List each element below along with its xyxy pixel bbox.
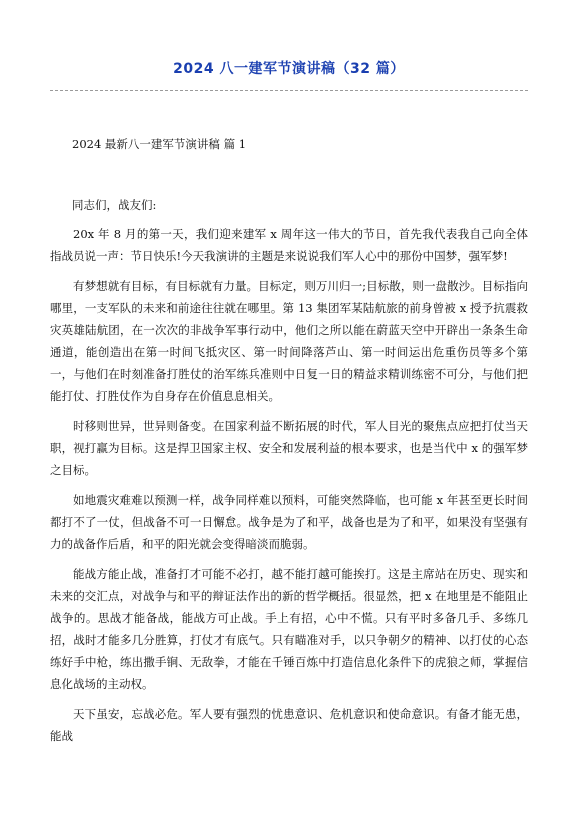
paragraph-5: 能战方能止战，准备打才可能不必打，越不能打越可能挨打。这是主席站在历史、现实和未来的交汇点，对战争与和平的辩证法作出的新的哲学概括。很显然，把 x 在地里是不能阻止战争的。思战才能备战，能战方可止战。手上有招，心中不慌。只有平时多备几手、多练几招，战时才能多几分胜算，打仗才有底气。只有瞄准对手，以只争朝夕的精神、以打仗的心态练好手中枪，练出撒手锏、无敌拳，才能在千锤百炼中打造信息化条件下的虎狼之师，掌握信息化战场的主动权。 [50, 567, 528, 691]
section-heading: 2024 最新八一建军节演讲稿 篇 1 [72, 137, 247, 151]
paragraph-6: 天下虽安，忘战必危。军人要有强烈的忧患意识、危机意识和使命意识。有备才能无患，能战 [50, 707, 528, 743]
paragraph-3: 时移则世异，世异则备变。在国家利益不断拓展的时代，军人目光的聚焦点应把打仗当天职，视打赢为目标。这是捍卫国家主权、安全和发展利益的根本要求，也是当代中 x 的强军梦之目标。 [50, 419, 528, 477]
paragraph-1: 20x 年 8 月的第一天，我们迎来建军 x 周年这一伟大的节日，首先我代表我自己向全体指战员说一声：节日快乐!今天我演讲的主题是来说说我们军人心中的那份中国梦，强军梦! [50, 227, 528, 263]
paragraph-2: 有梦想就有目标，有目标就有力量。目标定，则万川归一;目标散，则一盘散沙。目标指向哪里，一支军队的未来和前途往往就在哪里。第 13 集团军某陆航旅的前身曾被 x 授予抗震救灾英雄陆航团，在一次次的非战争军事行动中，他们之所以能在蔚蓝天空中开辟出一条条生命通道，能创造出在第一时间飞抵灾区、第一时间降落芦山、第一时间运出危重伤员等多个第一，与他们在时刻准备打胜仗的治军练兵准则中日复一日的精益求精训练密不可分，与他们把能打仗、打胜仗作为自身存在价值息息相关。 [50, 279, 528, 403]
document-body [50, 223, 528, 755]
greeting: 同志们，战友们: [72, 198, 157, 212]
paragraph-4: 如地震灾难难以预测一样，战争同样难以预料，可能突然降临，也可能 x 年甚至更长时间都打不了一仗，但战备不可一日懈怠。战争是为了和平，战备也是为了和平，如果没有坚强有力的战备作后盾，和平的阳光就会变得暗淡而脆弱。 [50, 493, 528, 551]
title-divider [50, 90, 528, 91]
document-title: 2024 八一建军节演讲稿（32 篇） [173, 61, 405, 77]
